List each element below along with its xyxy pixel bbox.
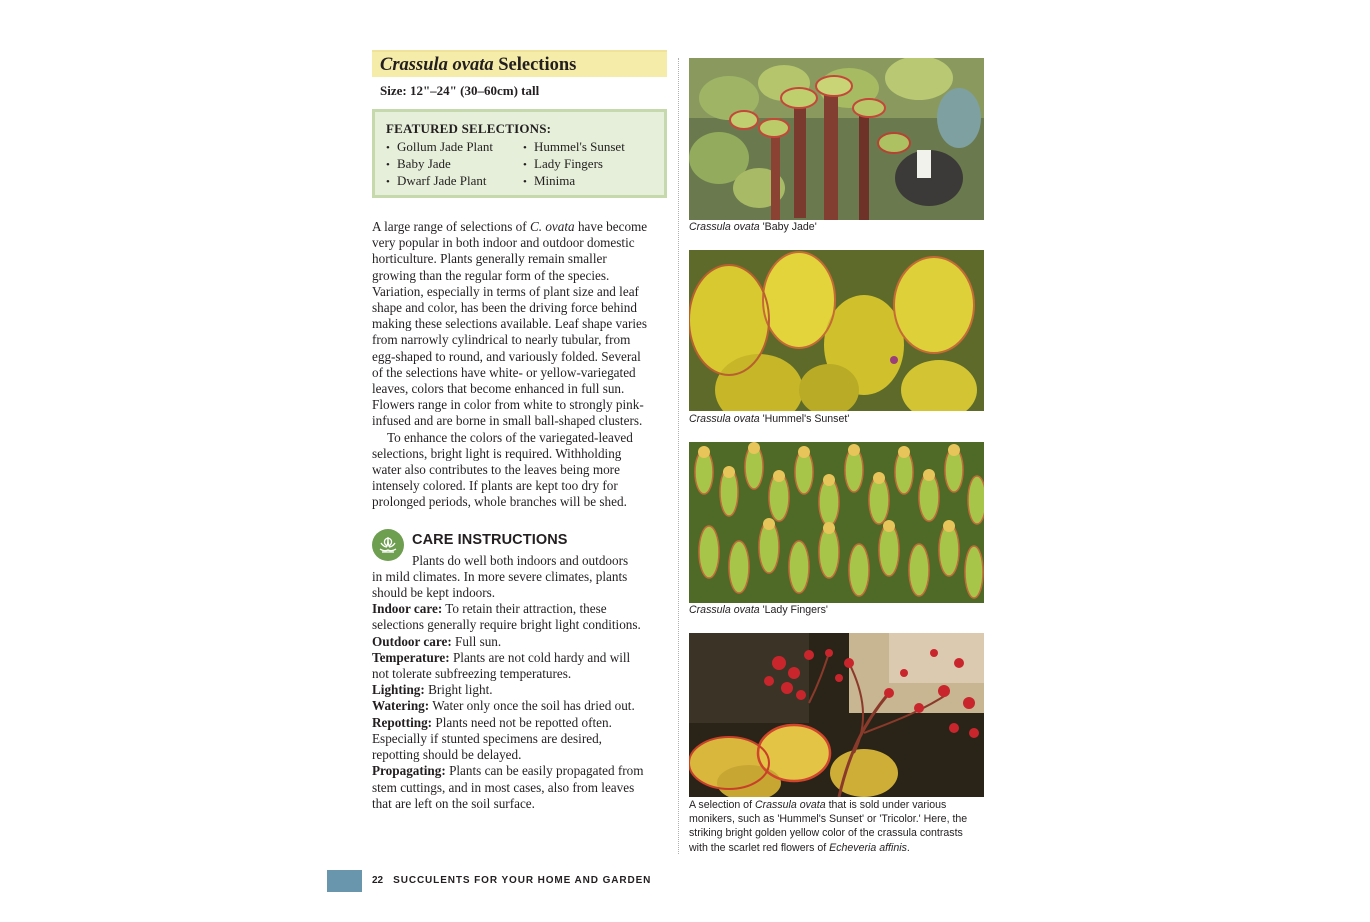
care-fragment: Water only once the soil has dried out. xyxy=(429,698,635,714)
featured-item: • Dwarf Jade Plant xyxy=(386,173,523,190)
body-line: horticulture. Plants generally remain smaller xyxy=(372,251,607,267)
section-title-rest: Selections xyxy=(498,55,577,75)
body-line: selections, bright light is required. Withholding xyxy=(372,445,622,461)
care-fragment: To retain their attraction, these xyxy=(442,601,607,617)
lighting-label: Lighting: xyxy=(372,682,425,698)
caption-species: Crassula ovata xyxy=(689,604,760,616)
care-header xyxy=(372,531,667,557)
care-line xyxy=(372,698,667,714)
page-footer xyxy=(372,875,651,886)
featured-item: • Lady Fingers xyxy=(523,156,625,173)
care-line: Especially if stunted specimens are desired, xyxy=(372,730,602,746)
repotting-label: Repotting: xyxy=(372,714,433,730)
caption-line xyxy=(689,412,989,426)
body-line: To enhance the colors of the variegated-leaved xyxy=(387,429,633,445)
care-line: that are left on the soil surface. xyxy=(372,795,535,811)
watering-label: Watering: xyxy=(372,698,430,714)
care-line xyxy=(372,715,667,731)
featured-heading: FEATURED SELECTIONS: xyxy=(386,121,552,136)
caption-fragment: A selection of xyxy=(689,799,755,811)
body-fragment: have become xyxy=(574,219,648,234)
book-title: SUCCULENTS FOR YOUR HOME AND GARDEN xyxy=(393,875,652,886)
care-line: stem cuttings, and in most cases, also from leaves xyxy=(372,779,635,795)
caption-fragment: with the scarlet red flowers of xyxy=(689,841,830,854)
caption-line xyxy=(689,798,989,812)
care-line: selections generally require bright light conditions. xyxy=(372,617,641,633)
species-abbrev: C. ovata xyxy=(529,219,575,234)
care-instructions xyxy=(372,553,667,812)
body-line: shape and color, has been the driving force behind xyxy=(372,300,637,316)
body-line: making these selections available. Leaf shape varies xyxy=(372,316,647,332)
care-fragment: Plants can be easily propagated from xyxy=(445,763,644,779)
caption-species: Echeveria affinis xyxy=(829,841,907,854)
care-line xyxy=(372,634,667,650)
body-line: Flowers range in color from white to strongly pink- xyxy=(372,397,644,413)
body-line: intensely colored. If plants are kept too dry for xyxy=(372,478,618,494)
caption-line xyxy=(689,841,989,855)
caption-cultivar: 'Baby Jade' xyxy=(759,221,817,233)
care-fragment: Full sun. xyxy=(451,633,502,649)
body-line: prolonged periods, whole branches will be shed. xyxy=(372,494,627,510)
caption-line xyxy=(689,220,989,234)
body-line: growing than the regular form of the species. xyxy=(372,267,610,283)
care-line: not tolerate subfreezing temperatures. xyxy=(372,666,572,682)
caption-line: monikers, such as 'Hummel's Sunset' or 'Tricolor.' Here, the xyxy=(689,813,968,826)
propagating-label: Propagating: xyxy=(372,763,446,779)
body-line xyxy=(372,219,667,235)
featured-column-1 xyxy=(386,139,523,190)
care-fragment: Bright light. xyxy=(424,682,493,698)
size-label: Size: 12"–24" (30–60cm) tall xyxy=(380,83,540,98)
caption-fragment: that is sold under various xyxy=(825,799,947,811)
care-line: in mild climates. In more severe climates, plants xyxy=(372,568,628,584)
care-line xyxy=(372,682,667,698)
care-line xyxy=(372,601,667,617)
caption-species: Crassula ovata xyxy=(689,221,760,233)
caption-baby-jade xyxy=(689,220,989,234)
featured-list xyxy=(386,139,664,190)
body-line: of the selections have white- or yellow-variegated xyxy=(372,364,636,380)
care-fragment: Plants need not be repotted often. xyxy=(432,714,612,730)
caption-cultivar: 'Hummel's Sunset' xyxy=(759,413,850,425)
featured-item: • Baby Jade xyxy=(386,156,523,173)
caption-fragment: . xyxy=(906,841,910,854)
care-line xyxy=(372,650,667,666)
care-line xyxy=(372,763,667,779)
care-line: repotting should be delayed. xyxy=(372,747,522,763)
body-fragment: A large range of selections of xyxy=(372,219,530,234)
footer-color-block xyxy=(327,870,362,892)
body-line: from narrowly cylindrical to nearly tubular, from xyxy=(372,332,631,348)
body-line: very popular in both indoor and outdoor domestic xyxy=(372,235,635,251)
caption-line xyxy=(689,603,989,617)
featured-item: • Hummel's Sunset xyxy=(523,139,625,156)
featured-item: • Gollum Jade Plant xyxy=(386,139,523,156)
caption-crassula-echeveria xyxy=(689,798,989,855)
caption-line: striking bright golden yellow color of the crassula contrasts xyxy=(689,827,963,840)
temperature-label: Temperature: xyxy=(372,649,450,665)
column-divider xyxy=(678,58,679,854)
indoor-care-label: Indoor care: xyxy=(372,601,443,617)
photo-hummels-sunset xyxy=(689,250,984,411)
caption-cultivar: 'Lady Fingers' xyxy=(759,604,828,616)
section-title-italic: Crassula ovata xyxy=(380,55,494,75)
care-line: Plants do well both indoors and outdoors xyxy=(412,552,629,568)
page-number: 22 xyxy=(372,875,384,886)
care-fragment: Plants are not cold hardy and will xyxy=(449,649,631,665)
caption-lady-fingers xyxy=(689,603,989,617)
photo-lady-fingers xyxy=(689,442,984,603)
body-line: leaves, colors that become enhanced in full sun. xyxy=(372,381,625,397)
care-heading: CARE INSTRUCTIONS xyxy=(412,531,568,548)
body-line: egg-shaped to round, and variously folded. Several xyxy=(372,348,641,364)
featured-selections-box xyxy=(372,109,667,198)
body-line: water also contributes to the leaves being more xyxy=(372,462,620,478)
body-line: infused and are borne in small ball-shaped clusters. xyxy=(372,413,643,429)
photo-crassula-with-echeveria xyxy=(689,633,984,797)
description-text xyxy=(372,219,667,511)
outdoor-care-label: Outdoor care: xyxy=(372,633,452,649)
caption-hummels-sunset xyxy=(689,412,989,426)
plant-care-icon xyxy=(372,529,404,561)
photo-baby-jade xyxy=(689,58,984,220)
section-title xyxy=(372,50,667,77)
body-line: Variation, especially in terms of plant size and leaf xyxy=(372,283,639,299)
featured-column-2 xyxy=(523,139,625,190)
caption-species: Crassula ovata xyxy=(754,799,826,811)
featured-item: • Minima xyxy=(523,173,625,190)
caption-species: Crassula ovata xyxy=(689,413,760,425)
care-line: should be kept indoors. xyxy=(372,585,496,601)
text-column xyxy=(372,50,667,812)
